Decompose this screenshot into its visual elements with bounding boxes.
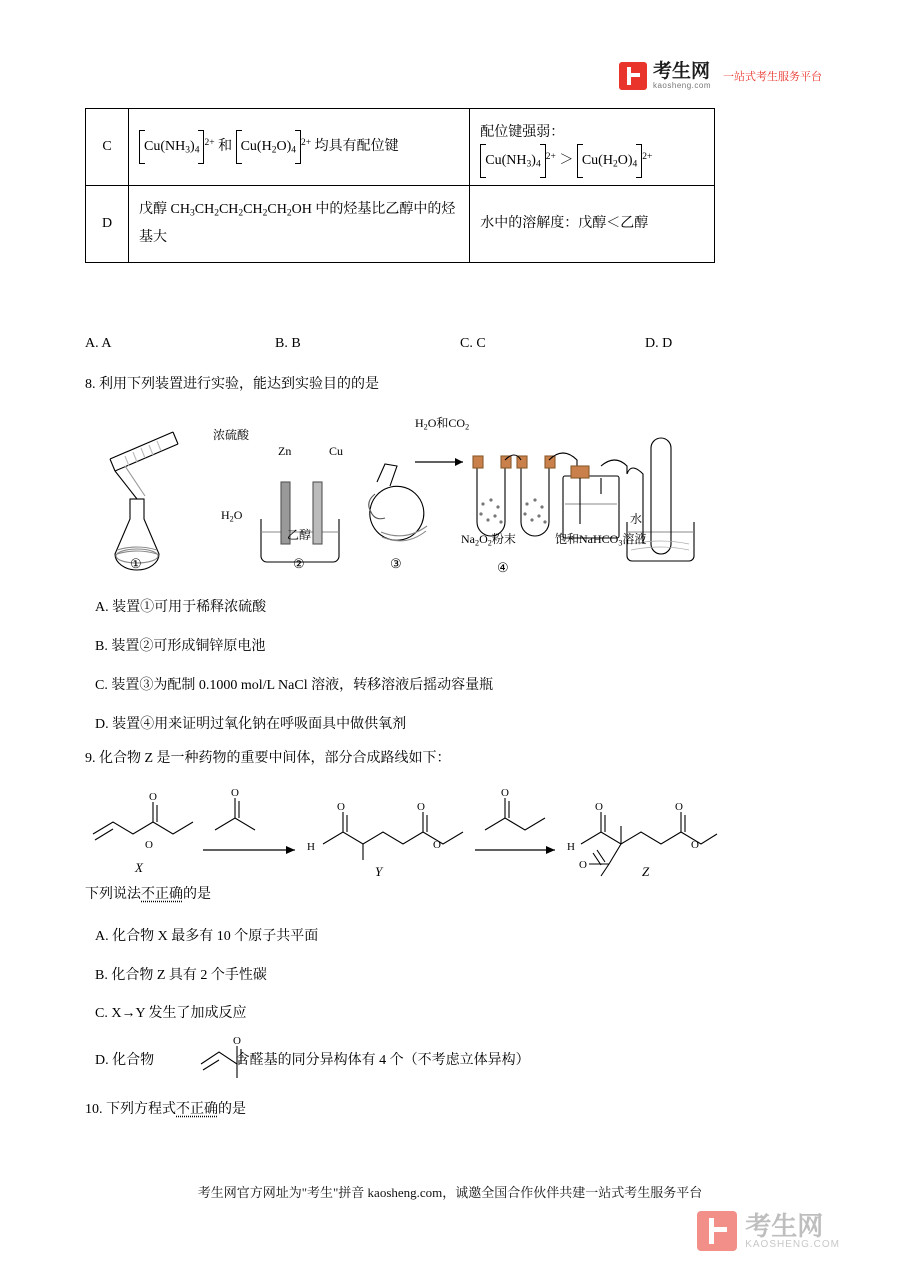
q9-lead-tail: 的是 [183,887,211,902]
complex-formula-cu-nh3: $Cu(NH_3)_4^{2+}$ [139,139,215,154]
site-logo [619,62,822,90]
atom-label-o: O [417,801,425,813]
row-c-conclusion-title: 配位键强弱： [480,125,565,140]
q10-stem-tail: 的是 [218,1102,246,1117]
q9-lead-plain: 下列说法 [85,887,141,902]
choice-a: A. A [85,336,112,351]
table-row [86,186,715,263]
atom-label-o: O [149,791,157,803]
choice-d: D. D [645,336,673,351]
footer-logo-domain: KAOSHENG.COM [745,1238,840,1250]
row-c-conclusion [470,109,715,186]
q9-option-d-prefix: D. 化合物 [95,1053,155,1068]
choice-b: B. B [275,336,301,351]
atom-label-o: O [231,787,239,799]
footer-logo-mark-icon [697,1211,737,1251]
q10-stem-emphasis: 不正确 [176,1102,218,1117]
compound-label-z: Z [642,864,650,879]
atom-label-o: O [579,859,587,871]
atom-label-o: O [595,801,603,813]
footer-logo-text [745,1210,840,1250]
atom-label-o: O [145,839,153,851]
compound-label-y: Y [375,864,383,879]
q8-option-c: C. 装置③为配制 0.1000 mol/L NaCl 溶液，转移溶液后摇动容量瓶 [95,678,494,693]
label-cu: Cu [329,444,344,458]
atom-label-o: O [433,839,441,851]
footer-watermark [697,1211,840,1251]
atom-label-o: O [233,1035,241,1047]
figure-number-1: ① [130,556,142,571]
question-10-stem [85,1099,246,1120]
q9-option-a: A. 化合物 X 最多有 10 个原子共平面 [95,929,319,944]
question-8-stem: 8. 利用下列装置进行实验，能达到实验目的的是 [85,377,379,392]
logo-title: 考生网 [652,61,710,82]
label-zn: Zn [278,444,292,458]
q9-lead-emphasis: 不正确 [141,887,183,902]
figure-number-3: ③ [390,556,402,571]
question-9-stem: 9. 化合物 Z 是一种药物的重要中间体，部分合成路线如下： [85,751,451,766]
logo-mark-icon [619,62,647,90]
complex-formula-cu-h2o: $Cu(H_2O)_4^{2+}$ [236,139,312,154]
row-d-text: 戊醇 $CH_3CH_2CH_2CH_2CH_2OH$ 中的烃基比乙醇中的烃基大 [139,202,456,245]
apparatus-diagram-svg [85,404,725,584]
footer-note: 考生网官方网址为"考生"拼音 kaosheng.com，诚邀全国合作伙伴共建一站式考生服务平台 [197,1185,703,1200]
row-c-comparison: $Cu(NH_3)_4^{2+} > Cu(H_2O)_4^{2+}$ [480,147,704,175]
label-saturated-nahco3: 饱和NaHCO$_3$溶液 [555,532,647,548]
label-concentrated-sulfuric-acid: 浓硫酸 [213,428,250,442]
label-na2o2-powder: $Na_2O_2$粉末 [461,532,516,548]
q8-option-d: D. 装置④用来证明过氧化钠在呼吸面具中做供氧剂 [95,717,407,732]
options-table [85,108,715,263]
q9-option-c: C. X→Y 发生了加成反应 [95,1006,247,1021]
logo-slogan: 一站式考生服务平台 [723,71,822,83]
atom-label-o: O [675,801,683,813]
label-water: $H_2O$ [221,508,243,524]
atom-label-o: O [501,787,509,799]
q9-option-b: B. 化合物 Z 具有 2 个手性碳 [95,968,267,983]
q8-option-b: B. 装置②可形成铜锌原电池 [95,639,266,654]
row-d-description [129,186,470,263]
label-ethanol: 乙醇 [287,528,312,542]
atom-label-h: H [307,841,315,853]
question-9-lead [85,884,211,905]
row-d-conclusion: 水中的溶解度：戊醇＜乙醇 [470,186,715,263]
atom-label-o: O [337,801,345,813]
answer-choices-row [85,336,725,352]
question-9-scheme [85,772,725,882]
table-row [86,109,715,186]
label-h2o-co2: $H_2O$和$CO_2$ [415,416,470,432]
atom-label-o: O [691,839,699,851]
row-c-text: 均具有配位键 [314,139,399,154]
mvk-structure-svg [197,1032,267,1080]
logo-text [653,62,711,90]
q9-option-d-structure [197,1032,267,1080]
row-c-description: $Cu(NH_3)_4^{2+}$ 和 $Cu(H_2O)_4^{2+}$ 均具有配位键 [129,109,470,186]
synthesis-scheme-svg [85,772,725,882]
q8-option-a: A. 装置①可用于稀释浓硫酸 [95,600,267,615]
figure-number-4: ④ [497,560,509,575]
compound-label-x: X [135,860,143,875]
q10-stem-plain: 10. 下列方程式 [85,1102,176,1117]
choice-c: C. C [460,336,486,351]
row-label-d: D [86,186,129,263]
logo-domain: kaosheng.com [652,81,711,90]
figure-number-2: ② [293,556,305,571]
atom-label-h: H [567,841,575,853]
q9-option-d-tail: 含醛基的同分异构体有 4 个（不考虑立体异构） [235,1053,530,1068]
question-8-figure [85,404,725,584]
footer-logo-title: 考生网 [745,1210,824,1241]
q9-option-d [95,1050,530,1071]
row-label-c: C [86,109,129,186]
label-water-trough: 水 [630,512,643,526]
